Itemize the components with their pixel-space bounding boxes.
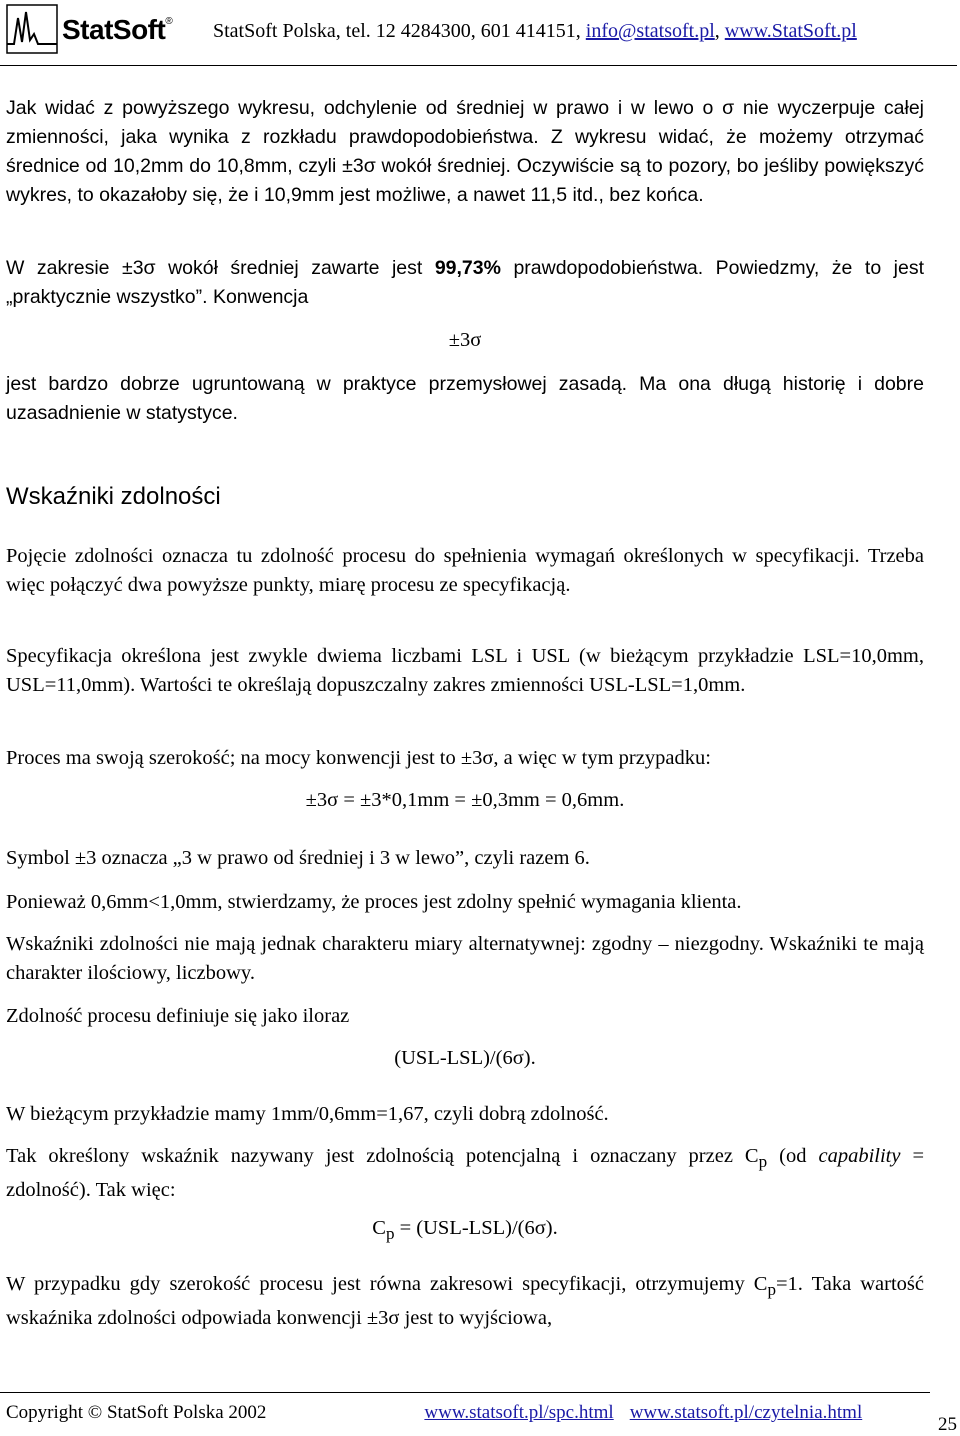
reading-room-link[interactable]: www.statsoft.pl/czytelnia.html	[629, 1402, 863, 1423]
paragraph-deviation: Jak widać z powyższego wykresu, odchylenie od średniej w prawo i w lewo o σ nie wyczerpuje całej zmienności, jaka wynika z rozkładu prawdopodobieństwa. Z wykresu widać, że możemy otrzymać średnice od 10,2mm do 10,8mm, czyli ±3σ wokół średniej. Oczywiście są to pozory, bo jeśliby powiększyć wykres, to okazałoby się, że i 10,9mm jest możliwe, a nawet 11,5 itd., bez końca.	[6, 97, 924, 206]
paragraph-process-width: Proces ma swoją szerokość; na mocy konwencji jest to ±3σ, a więc w tym przypadku:	[6, 747, 711, 769]
paragraph-convention: jest bardzo dobrze ugruntowaną w praktyce przemysłowej zasadą. Ma ona długą historię i dobre uzasadnienie w statystyce.	[6, 373, 924, 424]
paragraph-example: W bieżącym przykładzie mamy 1mm/0,6mm=1,67, czyli dobrą zdolność.	[6, 1103, 609, 1125]
paragraph-indicators: Wskaźniki zdolności nie mają jednak charakteru miary alternatywnej: zgodny – niezgodny. Wskaźniki te mają charakter ilościowy, liczbowy.	[6, 933, 924, 984]
page-header	[0, 0, 960, 68]
statsoft-logo-icon	[6, 4, 58, 54]
statsoft-logo-text: StatSoft®	[62, 14, 173, 45]
paragraph-definition: Zdolność procesu definiuje się jako iloraz	[6, 1005, 350, 1027]
formula-width: ±3σ = ±3*0,1mm = ±0,3mm = 0,6mm.	[305, 789, 625, 811]
formula-ratio: (USL-LSL)/(6σ).	[394, 1047, 536, 1069]
formula-3sigma: ±3σ	[448, 329, 482, 351]
header-divider	[0, 65, 957, 66]
email-link[interactable]: info@statsoft.pl	[585, 20, 715, 42]
copyright-text: Copyright © StatSoft Polska 2002	[6, 1402, 267, 1423]
formula-cp: $C_p = (USL-LSL)/(6\sigma)$.	[372, 1217, 558, 1244]
page-number: 25	[938, 1414, 957, 1435]
footer-divider	[0, 1392, 930, 1393]
paragraph-cp-equals-one: W przypadku gdy szerokość procesu jest równa zakresowi specyfikacji, otrzymujemy $C_p=1$. Taka wartość wskaźnika zdolności odpowiada konwencji ±3σ jest to wyjściowa,	[6, 1273, 924, 1330]
paragraph-conclusion: Ponieważ 0,6mm<1,0mm, stwierdzamy, że proces jest zdolny spełnić wymagania klienta.	[6, 891, 742, 913]
paragraph-range: W zakresie ±3σ wokół średniej zawarte jest 99,73% prawdopodobieństwa. Powiedzmy, że to jest „praktycznie wszystko”. Konwencja	[6, 257, 924, 308]
paragraph-cp: Tak określony wskaźnik nazywany jest zdolnością potencjalną i oznaczany przez $C_p$ (od capability = zdolność). Tak więc:	[6, 1145, 925, 1202]
paragraph-specification: Specyfikacja określona jest zwykle dwiema liczbami LSL i USL (w bieżącym przykładzie LSL=10,0mm, USL=11,0mm). Wartości te określają dopuszczalny zakres zmienności USL-LSL=1,0mm.	[6, 645, 924, 696]
website-link[interactable]: www.StatSoft.pl	[724, 20, 857, 42]
page-footer	[6, 1402, 862, 1424]
paragraph-capability: Pojęcie zdolności oznacza tu zdolność procesu do spełnienia wymagań określonych w specyfikacji. Trzeba więc połączyć dwa powyższe punkty, miarę procesu ze specyfikacją.	[6, 545, 924, 596]
paragraph-symbol: Symbol ±3 oznacza „3 w prawo od średniej i 3 w lewo”, czyli razem 6.	[6, 847, 590, 869]
section-heading: Wskaźniki zdolności	[6, 483, 221, 510]
header-contact: StatSoft Polska, tel. 12 4284300, 601 414151, info@statsoft.pl, www.StatSoft.pl	[213, 20, 857, 42]
spc-link[interactable]: www.statsoft.pl/spc.html	[424, 1402, 614, 1423]
